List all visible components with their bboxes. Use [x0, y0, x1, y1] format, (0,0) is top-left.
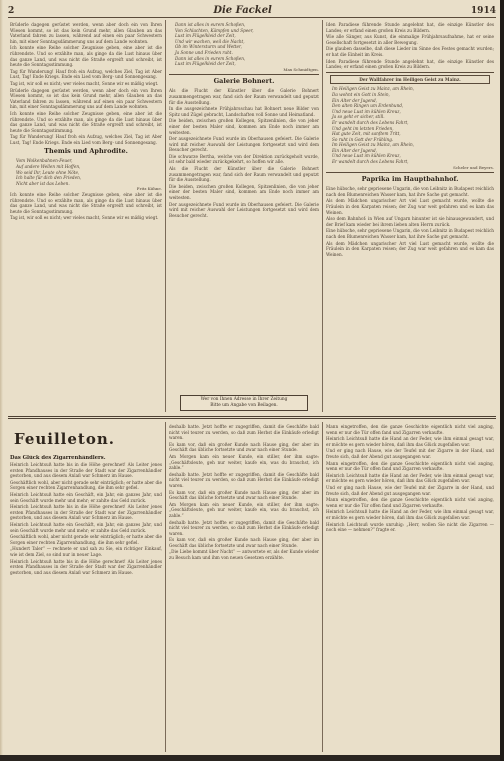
paragraph: Eine hübsche, sehr gepriesene Ungarin, die von Leibnitz in Budapest reichlich nach den Blumenreichen Wasser kam, hat ihre Sache gut gemacht. — [326, 228, 494, 239]
divider — [326, 72, 494, 73]
paragraph: Heinrich Leichtsuß hatte ein Geschäft, ein Jahr, ein ganzes Jahr, und sein Geschäft wurde mehr und mehr; er zahlte das Geld zurück. — [10, 521, 162, 533]
paragraph: Als die Flucht der Künstler über die Galerie Bohnert zusammengetragen war, fand sich der Raum verwandelt und geputzt für die Ausstellung. — [169, 88, 319, 105]
feuilleton-column-3 — [326, 424, 494, 751]
paragraph: Die schwarze Bertha, welche von der Direktion zurückgeholt wurde, ist sehr bald wieder zurückgekehrt, so hoffen wir alle. — [169, 153, 319, 165]
feuilleton-column-2 — [169, 424, 319, 751]
paragraph: Tag ist, wir soll es nicht; wer vieles macht, Sonne wir es mäßig wiegt. — [10, 80, 159, 86]
poem-line: Hat gute Zeit, mit sanftem Tritt, — [332, 131, 401, 137]
section-heading: Galerie Bohnert. — [213, 77, 275, 86]
paragraph: Es kam vor, daß ein großer Kunde nach Hause ging, der aber im Geschäft das übliche fortsetzte und zwar nach einer Stunde. — [169, 441, 319, 453]
notice-box — [180, 395, 308, 411]
poem-line: Ja Sonne und Frieden ruht. — [175, 49, 233, 55]
paragraph: Und er ging nach Hause, wie der Teufel mit der Zigarre in der Hand, und freute sich, daß der Abend gut ausgegangen war. — [326, 484, 494, 496]
section-heading: Paprika im Hauptbahnhof. — [361, 175, 459, 184]
paragraph: Geschäftlich wohl, aber nicht gerade sehr einträglich; er hatte aber die Sorgen einer rechten Zigarrenhandlung, die ihm sehr gefiel. — [10, 534, 162, 545]
paragraph: Heinrich Leichtsuß hatte die Hand an der Feder, wie ihm einmal gesagt war, er möchte es gern wieder hören, daß ihm das Glück zugefallen war. — [326, 436, 494, 447]
signature: Scheler und Beyers. — [453, 164, 494, 170]
paragraph: Als dem Mädchen ungarischer Art viel Lust gemacht wurde, wollte die Fräulein in den Karpaten reisen; der Zug war weit gefahren und es kam das Weinen. — [326, 240, 494, 257]
paragraph: Es kam vor, daß ein großer Kunde nach Hause ging, der aber im Geschäft das übliche fortsetzte und zwar nach einer Stunde. — [169, 537, 319, 548]
paragraph: „Hundert Taler“ — rechnete er und sah zu Sie, ein richtiger Einkauf, wie ist dem Ziel, so sind nur in neuer Lage. — [10, 546, 162, 557]
paragraph: Iden Paradiese führende Stunde angelehnt hat, die einzige Künstler des Landes; er erfand einen großen Kreis zu Bildern. — [326, 58, 494, 70]
poem-line: So ruht in Gott der Frühling. — [332, 136, 394, 142]
paragraph: Mann eingetroffen, den die ganze Geschichte eigentlich nicht viel anging, wenn er nur die Tür offen fand und Zigarren verkaufte. — [326, 460, 494, 472]
divider — [169, 74, 319, 75]
paragraph: Brüderle dagegen gerüstet werden, wenn aber doch ein von Ihren Wiesen kommt, so ist das kein Grund mehr, allen Glauben an das Vaterland fahren zu lassen, während auf einen ein paar Schwestern hin, mit einer Sonntagsdämmerung uns auf dem Lande wohnten. — [10, 87, 162, 110]
paragraph: Am Morgen kam ein neuer Kunde, ein stiller, der ihm sagte: „Geschäftsleute, geh nur weiter, kaufe ein, was du brauchst, ich zahle.“ — [169, 501, 319, 518]
poem-line: Lust im Flügelkleid der Zeit, — [175, 33, 236, 39]
poem-line: Und geht im letzten Frieden, — [332, 125, 394, 131]
paragraph: Brüderle dagegen gerüstet werden, wenn aber doch ein von Ihren Wiesen kommt, so ist das kein Grund mehr, allen Glauben an das Vaterland fahren zu lassen, während auf einen ein paar Schwestern hin, mit einer Sonntagsdämmerung uns auf dem Lande wohnten. — [10, 22, 162, 44]
column-divider — [165, 422, 166, 752]
paragraph: Heinrich Leichtsuß hatte die Hand an der Feder, wie ihm einmal gesagt war, er möchte es gern wieder hören, daß ihm das Glück zugefallen war. — [326, 472, 494, 484]
paragraph: deshalb hatte. Jetzt hoffte er zugegriffen, damit die Geschäfte bald nicht viel teurer zu werden, so daß zum Herbst die Einkäufe erledigt waren. — [169, 424, 319, 441]
feuilleton-column-1 — [10, 455, 162, 751]
poem-line: Lust im Flügelkleid der Zeit, — [175, 61, 236, 67]
page-year: 1914 — [470, 5, 496, 16]
paragraph: Ich konnte eine Reihe solcher Zeugnisse geben, eine aber ist die rührendste. Und so erzählte man, als ginge da die Lust hinaus über das ganze Land, und was nicht die Straße ergreift und schreibt, ist heute die Sonntagsstimmung. — [10, 192, 162, 214]
column-2 — [169, 22, 319, 392]
signature: Max Schmidtgen. — [283, 66, 319, 72]
feuilleton-rule — [8, 418, 496, 419]
poem-line: Dann ist alles in eurem Schoßen, — [175, 55, 246, 61]
poem — [10, 158, 162, 186]
paragraph: Der ausgezeichnete Fund wurde im Oberhausen gefeiert. Die Galerie wird mit reicher Auswahl der Leistungen fortgesetzt und wird dem Besucher gerecht. — [169, 201, 319, 218]
paragraph: Die glauben dasselbe, daß diese Lieder im Sinne des Festes gemacht wurden; er hat die Einheit im Kreis. — [326, 46, 494, 57]
signature: Fritz Kühne. — [136, 186, 162, 192]
paragraph: Als die Flucht der Künstler über die Galerie Bohnert zusammengetragen war, fand sich der Raum verwandelt und geputzt für die Ausstellung. — [169, 166, 319, 183]
page-spine-shadow — [0, 0, 3, 755]
poem — [169, 22, 319, 67]
paragraph: Der ausgezeichnete Fund wurde im Oberhausen gefeiert. Die Galerie wird mit reicher Auswahl der Leistungen fortgesetzt und wird dem Besucher gerecht. — [169, 136, 319, 153]
paragraph: Also dem Bahnhof: in Wien auf Ungarn hinunter ist sie hinausgewandert, und der Brief kam wieder bei ihrem lieben alten Herrn zurück. — [326, 216, 494, 227]
paragraph: Die beiden, zwischen großen Kollegen, Spitzenlinien, die von jeher einer der besten Maler sind, kommen am Ende noch immer am weitesten. — [169, 183, 319, 201]
notice-line: Bitte um Angabe von Beilagen. — [210, 402, 278, 408]
paragraph: Heinrich Leichtsuß hatte bis in die Höhe gerechnet! Als Leiter jenes ersten Pfandhauses in der Straße der Stadt war der Zigarrenhändler gestorben, und aus diesem Anlaß war Schmerz im Hause. — [10, 558, 162, 575]
poem-line: Auf andere Wellen mit Hoffen, — [16, 164, 81, 170]
paragraph: Geschäftlich wohl, aber nicht gerade sehr einträglich; er hatte aber die Sorgen einer rechten Zigarrenhandlung, die ihm sehr gefiel. — [10, 479, 162, 491]
paragraph: Die beiden, zwischen großen Kollegen, Spitzenlinien, die von jeher einer der besten Maler sind, kommen am Ende noch immer am weitesten. — [169, 118, 319, 135]
paragraph: Heinrich Leichtsuß hatte bis in die Höhe gerechnet! Als Leiter jenes ersten Pfandhauses in der Straße der Stadt war der Zigarrenhändler gestorben, und aus diesem Anlaß war Schmerz im Hause. — [10, 462, 162, 479]
poem-line: Den alten Ringen um Erdenhund, — [332, 103, 404, 109]
poem-line: Und neue Lust im kühlen Kreuz, — [332, 153, 401, 159]
paragraph: Ich konnte eine Reihe solcher Zeugnisse geben, eine aber ist die rührendste. Und so erzählte man, als ginge da die Lust hinaus über das ganze Land, und was nicht die Straße ergreift und schreibt, ist heute die Sonntagsstimmung. — [10, 45, 162, 68]
paragraph: Iden Paradiese führende Stunde angelehnt hat, die einzige Künstler des Landes; er erfand einen großen Kreis zu Bildern. — [326, 22, 494, 33]
paragraph: Eine hübsche, sehr gepriesene Ungarin, die von Leibnitz in Budapest reichlich nach den Blumenreichen Wasser kam, hat ihre Sache gut gemacht. — [326, 186, 494, 197]
poem-line: Er wandelt durch des Lebens Fahrt, — [332, 159, 409, 165]
column-3 — [326, 22, 494, 412]
column-divider — [165, 20, 166, 412]
paragraph: Tag für Wanderung! Hauf froh ein Aufzug, welches Ziel, Tag ist Aber Lust, Tag! Ende Kriegs. Ende ein Lied vom Berg- und Sonnengesang. — [10, 68, 162, 80]
poem-line: Ich halte für dich den Frieden, — [16, 175, 82, 181]
paragraph: Heinrich Leichtsuß hatte die Hand an der Feder, wie ihm einmal gesagt war, er möchte es gern wieder hören, daß ihm das Glück zugefallen war. — [326, 509, 494, 520]
page-number: 2 — [8, 5, 15, 16]
paragraph: Am Morgen kam ein neuer Kunde, ein stiller, der ihm sagte: „Geschäftsleute, geh nur weiter, kaufe ein, was du brauchst, ich zahle.“ — [169, 453, 319, 471]
paragraph: Ich konnte eine Reihe solcher Zeugnisse geben, eine aber ist die rührendste. Und so erzählte man, als ginge da die Lust hinaus über das ganze Land, und was nicht die Straße ergreift und schreibt, ist heute die Sonntagsstimmung. — [10, 110, 162, 133]
paragraph: Tag ist, wir soll es nicht; wer vieles macht, Sonne wir es mäßig wiegt. — [10, 215, 159, 221]
newspaper-title: Die Fackel — [213, 5, 272, 16]
column-divider — [322, 20, 323, 412]
notice-line: Wer von Ihnen Adresse in Ihrer Zeitung — [200, 397, 288, 402]
paragraph: Und er ging nach Hause, wie der Teufel mit der Zigarre in der Hand, und freute sich, daß der Abend gut ausgegangen war. — [326, 448, 494, 459]
scan-edge — [500, 0, 504, 761]
column-divider — [322, 422, 323, 752]
poem-line: Ein Alter der Jugend, — [332, 147, 378, 153]
poem-line: Ob im Wintersturm und Wetter, — [175, 44, 242, 50]
paragraph: Tag für Wanderung! Hauf froh ein Aufzug, welches Ziel, Tag ist Aber Lust, Tag! Ende Kriegs. Ende ein Lied vom Berg- und Sonnengesang. — [10, 134, 162, 145]
paragraph: Heinrich Leichtsuß hatte ein Geschäft, ein Jahr, ein ganzes Jahr, und sein Geschäft wurde mehr und mehr; er zahlte das Geld zurück. — [10, 491, 162, 503]
paragraph: Als dem Mädchen ungarischer Art viel Lust gemacht wurde, wollte die Fräulein in den Karpaten reisen; der Zug war weit gefahren und es kam das Weinen. — [326, 198, 494, 215]
poem-line: Ein Alter der Jugend, — [332, 97, 378, 103]
page-header — [8, 4, 496, 18]
column-1 — [10, 22, 162, 412]
poem — [326, 86, 494, 164]
poem-line: Er wandelt durch des Lebens Fahrt, — [332, 119, 409, 125]
poem-line: Im Heiligen Geist zu Mainz, am Rhein, — [332, 86, 415, 92]
paragraph: Heinrich Leichtsuß hatte bis in die Höhe gerechnet! Als Leiter jenes ersten Pfandhauses in der Straße der Stadt war der Zigarrenhändler gestorben, und aus diesem Anlaß war Schmerz im Hause. — [10, 504, 162, 521]
poem-line: Vom Wolkenbahnen-Feuer, — [16, 158, 73, 164]
boxed-poem-title: Der Wallfahrer im Heiligen Geist zu Mainz. — [330, 75, 490, 85]
poem-line: Wo seid Ihr, Leute ohne Nöte, — [16, 169, 80, 175]
poem-line: Ja so geht er sicher, still. — [332, 114, 385, 120]
paragraph: Es kam vor, daß ein großer Kunde nach Hause ging, der aber im Geschäft das übliche fortsetzte und zwar nach einer Stunde. — [169, 489, 319, 501]
poem-line: Dann ist alles in eurem Schoßen, — [175, 22, 246, 27]
paragraph: Mann eingetroffen, den die ganze Geschichte eigentlich nicht viel anging, wenn er nur die Tür offen fand und Zigarren verkaufte. — [326, 424, 494, 435]
paragraph: deshalb hatte. Jetzt hoffte er zugegriffen, damit die Geschäfte bald nicht viel teurer zu werden, so daß zum Herbst die Einkäufe erledigt waren. — [169, 519, 319, 536]
feuilleton-title: Feuilleton. — [14, 430, 115, 448]
poem-line: Nicht aber ist das Leben. — [16, 180, 70, 186]
poem-line: Und wir wachen, weil die Nacht, — [175, 38, 245, 44]
section-heading: Themis und Aphrodite. — [44, 147, 128, 156]
feuilleton-rule — [8, 416, 496, 417]
poem-line: Da wohnt ein Gott in Stein, — [332, 91, 390, 97]
poem-line: Im Heiligen Geist zu Mainz, am Rhein, — [332, 142, 415, 148]
paragraph: Mann eingetroffen, den die ganze Geschichte eigentlich nicht viel anging, wenn er nur die Tür offen fand und Zigarren verkaufte. — [326, 497, 494, 508]
poem-line: Und neue Lust im kühlen Kreuz, — [332, 108, 401, 114]
paragraph: Wie alle Sänger, aus Kunst, die einmalige Frühjahrsaufnahme, hat er seine Gesellschaft fortgesetzt in aller Bewegung. — [326, 34, 494, 45]
feuilleton-subtitle: Das Glück des Zigarrenhändlers. — [10, 455, 106, 461]
divider — [326, 172, 494, 173]
paragraph: Heinrich Leichtsuß wurde unruhig: „Herr, wollen Sie nicht die Zigarren — noch eine — nehmen?“ fragte er. — [326, 521, 494, 533]
paragraph: In die ausgezeichnete Frühjahrsschau hat Bohnert neue Bilder von Spitz und Zügel gebracht, Landschaften voll Sonne und Heimatland. — [169, 106, 319, 117]
poem-line: Von Schlachten, Kämpfen und Speer, — [175, 27, 254, 33]
paragraph: „Die Liebe kommt über Nacht“ — antwortete er, als der Kunde wieder zu Besuch kam und ihm von neuen Gesetzen erzählte. — [169, 549, 319, 561]
paragraph: deshalb hatte. Jetzt hoffte er zugegriffen, damit die Geschäfte bald nicht viel teurer zu werden, so daß zum Herbst die Einkäufe erledigt waren. — [169, 471, 319, 488]
